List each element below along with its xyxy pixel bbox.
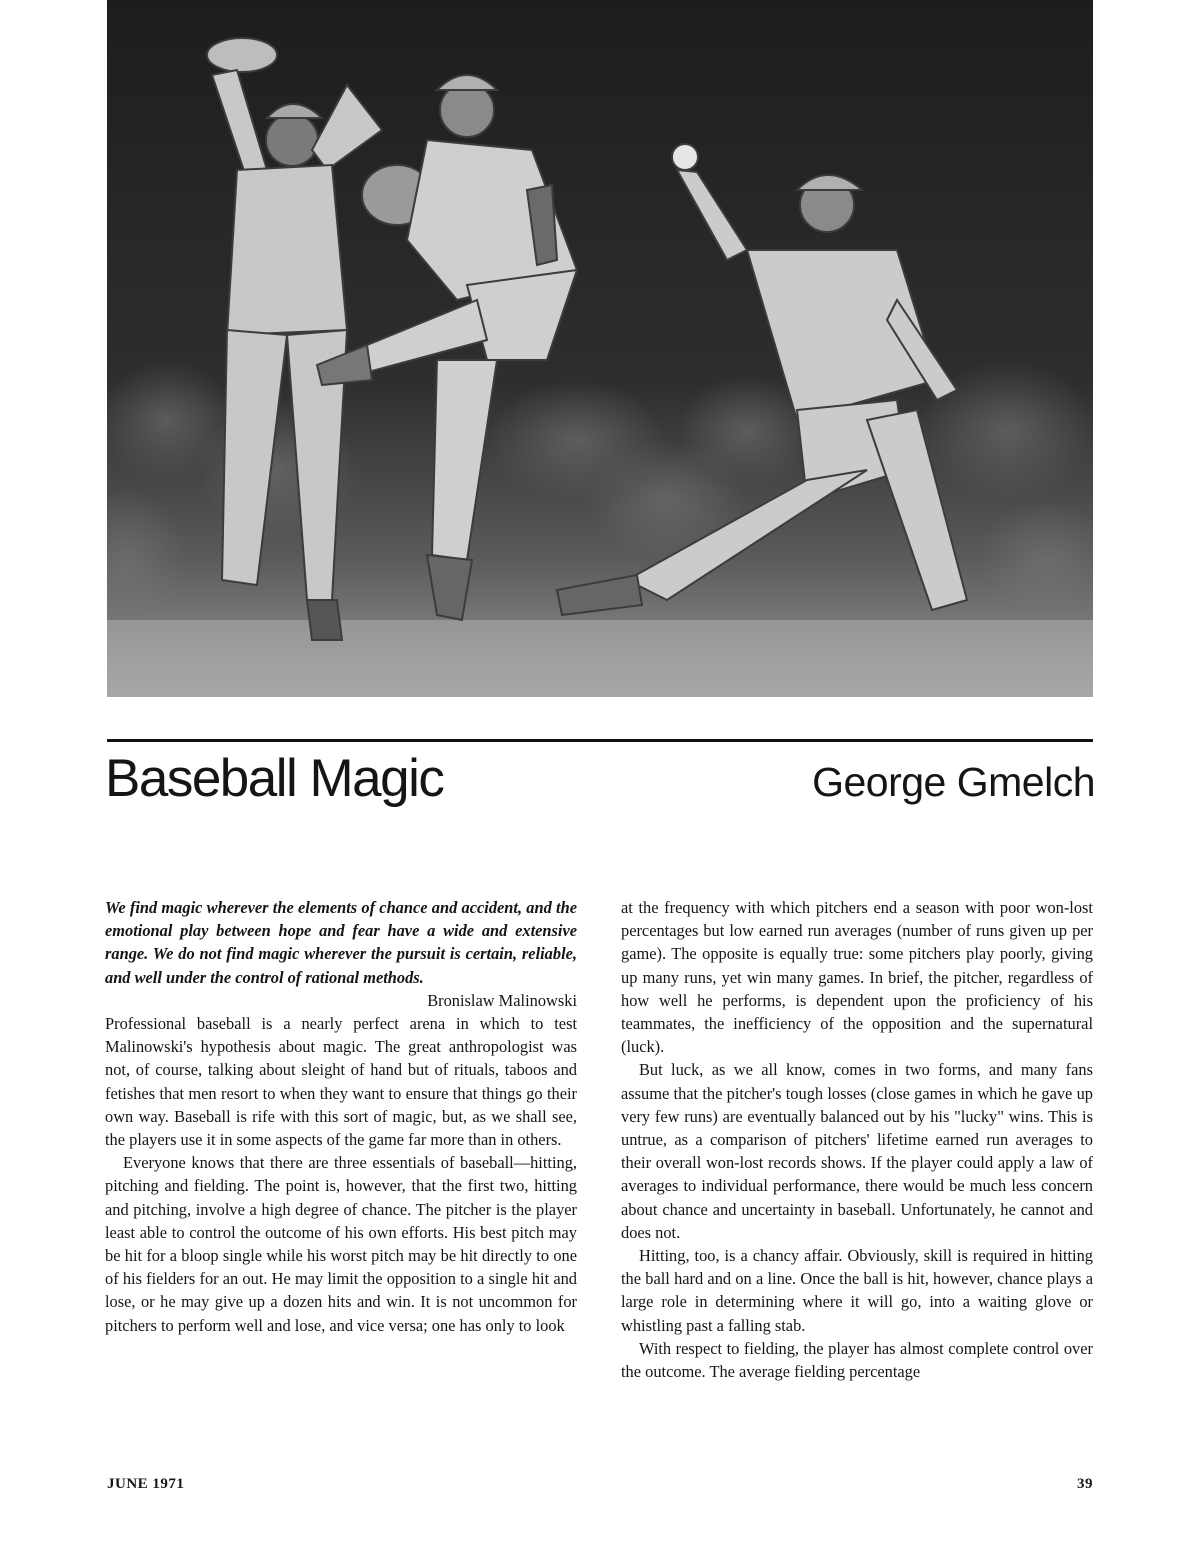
article-title: Baseball Magic bbox=[105, 749, 444, 808]
epigraph-attribution: Bronislaw Malinowski bbox=[427, 990, 577, 1010]
body-paragraph: at the frequency with which pitchers end a season with poor won-lost percentages but low earned run averages (number of runs given up per game). The opposite is equally true: some pitchers play poorly, giving up many runs, yet win many games. In brief, the pitcher, regardless of how well he performs, is dependent upon the proficiency of his teammates, the inefficiency of the opposition and the supernatural (luck). bbox=[621, 898, 1093, 1057]
footer-date: JUNE 1971 bbox=[107, 1476, 185, 1492]
baseball-pitcher-sequence-photo bbox=[107, 0, 1093, 697]
body-paragraph: Professional baseball is a nearly perfect arena in which to test Malinowski's hypothesis about magic. The great anthropologist was not, of course, talking about sleight of hand but of rituals, taboos and fetishes that men resort to when they want to ensure that things go their own way. Baseball is rife with this sort of magic, but, as we shall see, the players use it in some aspects of the game far more than in others. bbox=[105, 1014, 577, 1150]
title-rule bbox=[107, 739, 1093, 742]
article-author: George Gmelch bbox=[812, 759, 1095, 805]
body-paragraph: But luck, as we all know, comes in two forms, and many fans assume that the pitcher's tough losses (close games in which he gave up very few runs) are eventually balanced out by his "lucky" wins. This is untrue, as a comparison of pitchers' lifetime earned run averages to their overall won-lost records shows. If the player could apply a law of averages to individual performance, there would be much less concern about chance and uncertainty in baseball. Unfortunately, he cannot and does not. bbox=[621, 1060, 1093, 1242]
epigraph-quote: We find magic wherever the elements of chance and accident, and the emotional play between hope and fear have a wide and extensive range. We do not find magic wherever the pursuit is certain, reliable, and well under the control of rational methods. bbox=[105, 898, 577, 987]
header-photo bbox=[107, 0, 1093, 697]
page-number: 39 bbox=[1077, 1476, 1093, 1492]
body-paragraph: With respect to fielding, the player has almost complete control over the outcome. The average fielding percentage bbox=[621, 1338, 1093, 1382]
body-paragraph: Everyone knows that there are three essentials of baseball—hitting, pitching and fielding. The point is, however, that the first two, hitting and pitching, involve a high degree of chance. The pitcher is the player least able to control the outcome of his own efforts. His best pitch may be hit for a bloop single while his worst pitch may be hit directly to one of his fielders for an out. He may limit the opposition to a single hit and lose, or he may give up a dozen hits and win. It is not uncommon for pitchers to perform well and lose, and vice versa; one has only to look bbox=[105, 1153, 577, 1335]
column-right bbox=[621, 896, 1093, 1383]
body-paragraph: Hitting, too, is a chancy affair. Obviously, skill is required in hitting the ball hard and on a line. Once the ball is hit, however, chance plays a large role in determining where it will go, into a waiting glove or whistling past a falling stab. bbox=[621, 1246, 1093, 1335]
column-left bbox=[105, 896, 577, 1337]
headline bbox=[105, 744, 1095, 814]
